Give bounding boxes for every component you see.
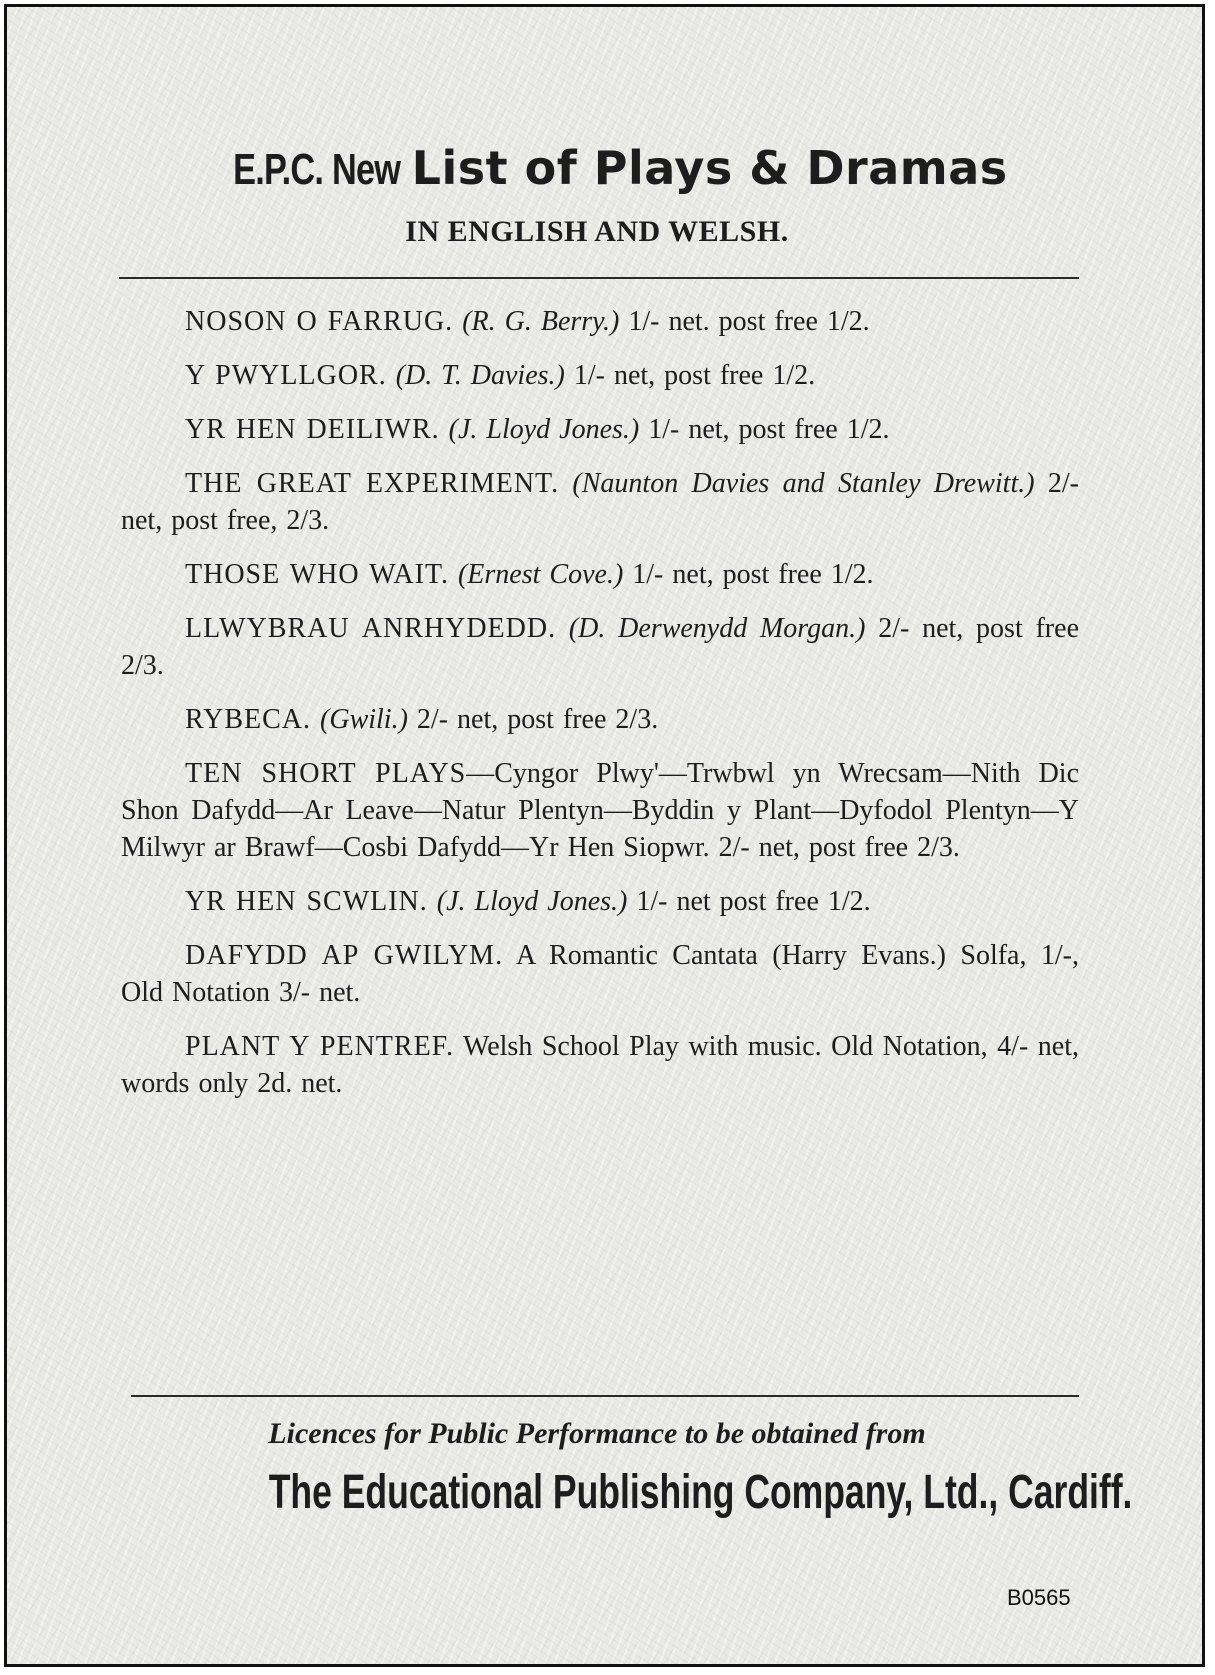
- catalog-code: B0565: [1007, 1585, 1071, 1610]
- play-price: 1/- net post free 1/2.: [636, 886, 871, 917]
- list-item: [121, 1028, 1079, 1102]
- list-item: [121, 755, 1079, 866]
- publisher-name: [117, 1465, 1133, 1520]
- licence-note: Licences for Public Performance to be obtained from: [268, 1417, 926, 1450]
- play-price: A Romantic Cantata (Harry Evans.) Solfa, 1/-, Old Notation 3/- net.: [121, 940, 1079, 1008]
- play-title: THOSE WHO WAIT.: [185, 559, 449, 590]
- play-price: 1/- net, post free 1/2.: [573, 360, 816, 391]
- play-author: (J. Lloyd Jones.): [436, 886, 628, 917]
- page-title: [117, 141, 1077, 195]
- list-title: List of Plays & Dramas: [411, 141, 1008, 195]
- list-item: [121, 937, 1079, 1011]
- bottom-divider: [131, 1395, 1079, 1397]
- list-item: [121, 883, 1079, 920]
- play-title: YR HEN DEILIWR.: [185, 414, 440, 445]
- play-title: DAFYDD AP GWILYM.: [185, 940, 504, 971]
- page-subtitle: IN ENGLISH AND WELSH.: [405, 215, 789, 248]
- list-item: [121, 701, 1079, 738]
- play-price: Welsh School Play with music. Old Notation, 4/- net, words only 2d. net.: [121, 1031, 1079, 1099]
- list-item: [121, 610, 1079, 684]
- play-price: —Cyngor Plwy'—Trwbwl yn Wrecsam—Nith Dic Shon Dafydd—Ar Leave—Natur Plentyn—Byddin y Plant—Dyfodol Plentyn—Y Milwyr ar Brawf—Cosbi Dafydd—Yr Hen Siopwr. 2/- net, post free 2/3.: [121, 758, 1079, 863]
- play-title: YR HEN SCWLIN.: [185, 886, 428, 917]
- play-price: 2/- net, post free 2/3.: [416, 704, 659, 735]
- document-page: [4, 4, 1205, 1667]
- play-author: (Ernest Cove.): [457, 559, 624, 590]
- play-author: (Naunton Davies and Stanley Drewitt.): [572, 468, 1035, 499]
- play-author: (R. G. Berry.): [462, 306, 620, 337]
- play-price: 1/- net, post free 1/2.: [632, 559, 874, 590]
- play-author: (D. T. Davies.): [395, 360, 565, 391]
- publisher-name-text: The Educational Publishing Company, Ltd., Cardiff.: [268, 1466, 1133, 1519]
- play-author: (D. Derwenydd Morgan.): [568, 613, 866, 644]
- play-price: 2/- net, post free, 2/3.: [121, 468, 1080, 536]
- list-item: [121, 357, 1079, 394]
- play-title: RYBECA.: [185, 704, 312, 735]
- list-item: [121, 465, 1079, 539]
- play-price: 1/- net, post free 1/2.: [648, 414, 890, 445]
- list-item: [121, 303, 1079, 340]
- play-title: TEN SHORT PLAYS: [185, 758, 467, 789]
- play-author: (Gwili.): [320, 704, 408, 735]
- top-divider: [119, 277, 1079, 279]
- list-item: [121, 411, 1079, 448]
- play-author: (J. Lloyd Jones.): [448, 414, 640, 445]
- play-price: 1/- net. post free 1/2.: [628, 306, 870, 337]
- publisher-short: E.P.C. New: [233, 145, 401, 194]
- play-title: LLWYBRAU ANRHYDEDD.: [185, 613, 557, 644]
- play-title: NOSON O FARRUG.: [185, 306, 454, 337]
- play-title: Y PWYLLGOR.: [185, 360, 387, 391]
- play-title: THE GREAT EXPERIMENT.: [185, 468, 560, 499]
- list-item: [121, 556, 1079, 593]
- play-title: PLANT Y PENTREF.: [185, 1031, 455, 1062]
- play-price: 2/- net, post free 2/3.: [121, 613, 1079, 681]
- plays-list: [121, 303, 1079, 1119]
